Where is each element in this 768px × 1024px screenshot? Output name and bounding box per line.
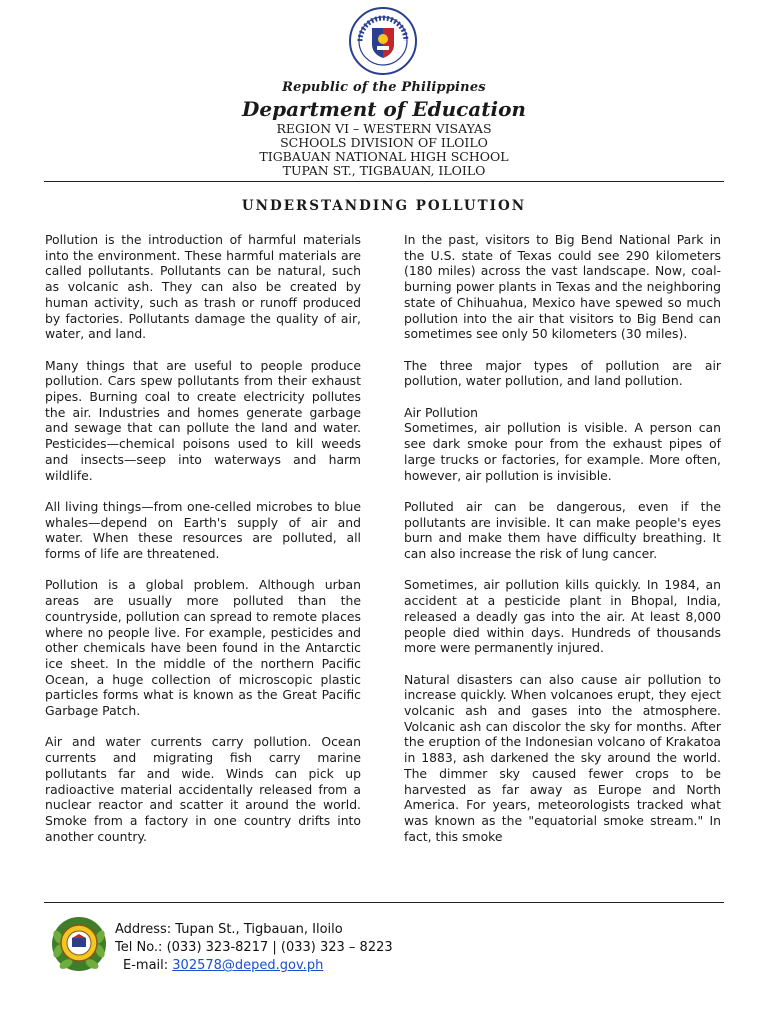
division-line: SCHOOLS DIVISION OF ILOILO: [280, 135, 488, 150]
footer-contact: [115, 921, 393, 975]
deped-seal-logo: [348, 6, 418, 76]
left-column: [45, 232, 361, 860]
paragraph: Air and water currents carry pollution. Ocean currents and migrating fish carry marine pollutants far and wide. Winds can pick up radioactive material accidentally released from a nuclear reactor and scatter it around the world. Smoke from a factory in one country drifts into another country.: [45, 734, 361, 844]
footer-address: Address: Tupan St., Tigbauan, Iloilo: [115, 922, 343, 937]
school-address-line: TUPAN ST., TIGBAUAN, ILOILO: [282, 163, 486, 178]
footer-telephone: Tel No.: (033) 323-8217 | (033) 323 – 8223: [115, 940, 393, 955]
email-label: E-mail:: [123, 958, 173, 973]
republic-heading: Republic of the Philippines: [282, 80, 486, 95]
paragraph: Many things that are useful to people produce pollution. Cars spew pollutants from their exhaust pipes. Burning coal to create electricity pollutes the air. Industries and homes generate garbage and sewage that can pollute the land and water. Pesticides—chemical poisons used to kill weeds and insects—seep into waterways and harm wildlife.: [45, 357, 361, 483]
right-column: [404, 232, 721, 872]
school-logo: [50, 915, 108, 973]
document-title: UNDERSTANDING POLLUTION: [241, 198, 527, 214]
school-line: TIGBAUAN NATIONAL HIGH SCHOOL: [259, 149, 509, 164]
paragraph: In the past, visitors to Big Bend National Park in the U.S. state of Texas could see 290 kilometers (180 miles) across the vast landscape. Now, coal-burning power plants in Texas and the neighboring state of Chihuahua, Mexico have spewed so much pollution into the air that visitors to Big Bend can sometimes see only 50 kilometers (30 miles).: [404, 232, 721, 342]
department-heading: Department of Education: [242, 97, 526, 121]
paragraph: The three major types of pollution are air pollution, water pollution, and land pollution.: [404, 357, 721, 389]
paragraph: Sometimes, air pollution is visible. A person can see dark smoke pour from the exhaust pipes of large trucks or factories, for example. More often, however, air pollution is invisible.: [404, 420, 721, 483]
paragraph: Pollution is a global problem. Although urban areas are usually more polluted than the countryside, pollution can spread to remote places where no people live. For example, pesticides and other chemicals have been found in the Antarctic ice sheet. In the middle of the northern Pacific Ocean, a huge collection of microscopic plastic particles forms what is known as the Great Pacific Garbage Patch.: [45, 577, 361, 719]
paragraph: All living things—from one-celled microbes to blue whales—depend on Earth's supply of air and water. When these resources are polluted, all forms of life are threatened.: [45, 498, 361, 562]
paragraph: Sometimes, air pollution kills quickly. In 1984, an accident at a pesticide plant in Bhopal, India, released a deadly gas into the air. At least 8,000 people died within days. Hundreds of thousands more were permanently injured.: [404, 577, 721, 656]
section-subheading: Air Pollution: [404, 404, 479, 420]
paragraph: Natural disasters can also cause air pollution to increase quickly. When volcanoes erupt, they eject volcanic ash and gases into the atmosphere. Volcanic ash can discolor the sky for months. After the eruption of the Indonesian volcano of Krakatoa in 1883, ash darkened the sky around the world. The dimmer sky caused fewer crops to be harvested as far away as Europe and North America. For years, meteorologists tracked what was known as the "equatorial smoke stream." In fact, this smoke: [404, 671, 721, 844]
footer-divider: [44, 902, 724, 903]
email-link[interactable]: 302578@deped.gov.ph: [172, 958, 324, 973]
header-divider: [44, 181, 724, 182]
region-line: REGION VI – WESTERN VISAYAS: [276, 121, 492, 136]
paragraph: Polluted air can be dangerous, even if the pollutants are invisible. It can make people's eyes burn and make them have difficulty breathing. It can also increase the risk of lung cancer.: [404, 498, 721, 562]
paragraph: Pollution is the introduction of harmful materials into the environment. These harmful materials are called pollutants. Pollutants can be natural, such as volcanic ash. They can also be created by human activity, such as trash or runoff produced by factories. Pollutants damage the quality of air, water, and land.: [45, 232, 361, 342]
footer-email-line: [115, 957, 393, 975]
